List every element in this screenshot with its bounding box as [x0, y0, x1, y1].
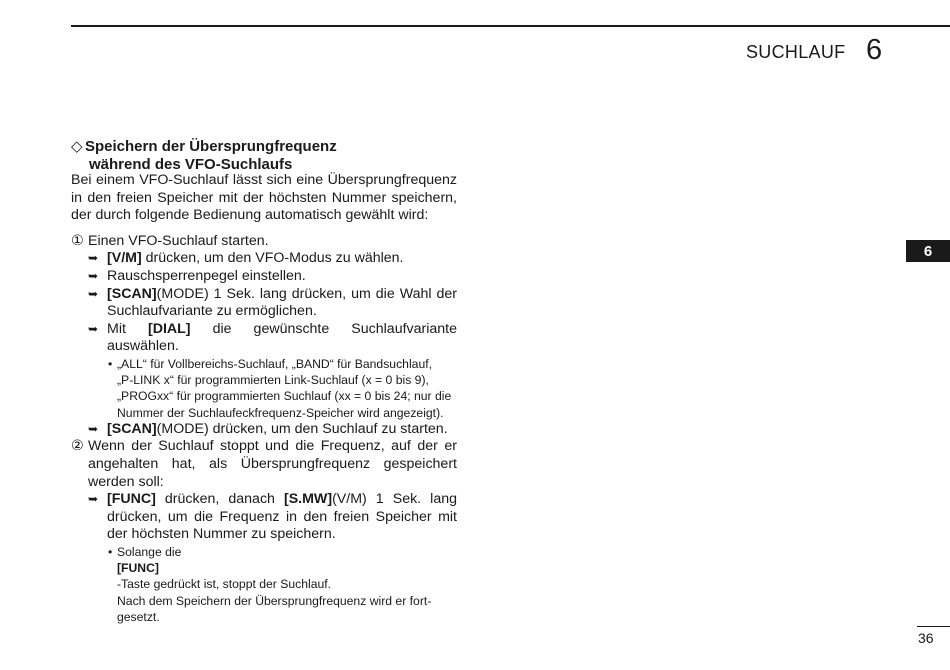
- chapter-side-tab: 6: [906, 240, 950, 262]
- list-item: [71, 268, 457, 286]
- list-item: [71, 321, 457, 356]
- step-1-text: Einen VFO-Suchlauf starten.: [88, 232, 269, 249]
- section-heading: [71, 138, 337, 174]
- note-line: „PROGxx“ für programmierten Suchlauf (xx = 0 bis 24; nur die: [117, 389, 452, 404]
- note-line: Nummer der Suchlaufeckfrequenz-Speicher wird angezeigt).: [117, 405, 444, 420]
- item-pre-text: Mit: [107, 320, 148, 337]
- bullet-icon: •: [108, 356, 113, 371]
- diamond-icon: ◇: [71, 138, 83, 155]
- step-2: [71, 438, 457, 491]
- section-title-line1: Speichern der Übersprungfrequenz: [85, 138, 337, 155]
- item-text: drücken, um den VFO-Modus zu wählen.: [141, 250, 404, 267]
- key-label: [DIAL]: [147, 320, 191, 337]
- key-label: [FUNC]: [117, 561, 159, 576]
- arrow-icon: ➥: [88, 268, 99, 283]
- list-item: [71, 250, 457, 268]
- chapter-number: 6: [866, 34, 883, 66]
- item-text: (MODE) drücken, um den Suchlauf zu starten.: [156, 420, 448, 437]
- func-note: [71, 544, 457, 625]
- list-item: [71, 421, 457, 439]
- arrow-icon: ➥: [88, 286, 99, 301]
- item-mid-text: drücken, danach: [155, 491, 284, 508]
- key-label: [S.MW]: [283, 491, 333, 508]
- item-text: (MODE) 1 Sek. lang drücken, um die Wahl der Suchlaufvariante zu ermöglichen.: [107, 285, 457, 320]
- page-number: 36: [918, 630, 934, 646]
- key-label: [V/M]: [107, 250, 142, 267]
- item-text: Rauschsperrenpegel einstellen.: [107, 267, 306, 284]
- step-number-2: ②: [71, 438, 84, 455]
- scan-mode-note: [71, 356, 457, 421]
- arrow-icon: ➥: [88, 321, 99, 336]
- section-title-line2: während des VFO-Suchlaufs: [89, 156, 293, 173]
- item-text: die gewünschte Suchlaufvariante auswählen.: [107, 320, 457, 355]
- note-line: „P-LINK x“ für programmierten Link-Suchlauf (x = 0 bis 9),: [117, 373, 429, 388]
- note-line: „ALL“ für Vollbereichs-Suchlauf, „BAND“ für Bandsuchlauf,: [117, 356, 432, 371]
- note-pre: Solange die: [117, 544, 182, 559]
- section-body: [71, 172, 457, 625]
- arrow-icon: ➥: [88, 251, 99, 266]
- intro-paragraph: Bei einem VFO-Suchlauf lässt sich eine Übersprungfrequenz in den freien Speicher mit der höchsten Nummer speichern, der durch folgende Bedienung automatisch gewählt wird:: [71, 172, 457, 224]
- chapter-title: SUCHLAUF: [746, 42, 846, 62]
- arrow-icon: ➥: [88, 421, 99, 436]
- note-line: [117, 544, 457, 593]
- list-item: [71, 286, 457, 321]
- step-number-1: ①: [71, 232, 84, 249]
- note-line: Nach dem Speichern der Übersprungfrequenz wird er fort-: [117, 593, 432, 608]
- note-text: -Taste gedrückt ist, stoppt der Suchlauf.: [117, 577, 332, 592]
- key-label: [SCAN]: [107, 285, 157, 302]
- key-label: [FUNC]: [107, 491, 156, 508]
- step-2-text: Wenn der Suchlauf stoppt und die Frequenz, auf der er angehalten hat, als Übersprungfrequenz gespeichert werden soll:: [88, 438, 457, 490]
- note-line: gesetzt.: [117, 609, 160, 624]
- key-label: [SCAN]: [107, 420, 157, 437]
- bullet-icon: •: [108, 544, 113, 559]
- item-text: (V/M) 1 Sek. lang drücken, um die Frequenz in den freien Speicher mit der höchsten Nummer zu speichern.: [107, 491, 457, 543]
- arrow-icon: ➥: [88, 492, 99, 507]
- footer-rule: [917, 626, 950, 627]
- list-item: [71, 491, 457, 544]
- header-rule: [71, 25, 950, 27]
- step-1: [71, 233, 457, 251]
